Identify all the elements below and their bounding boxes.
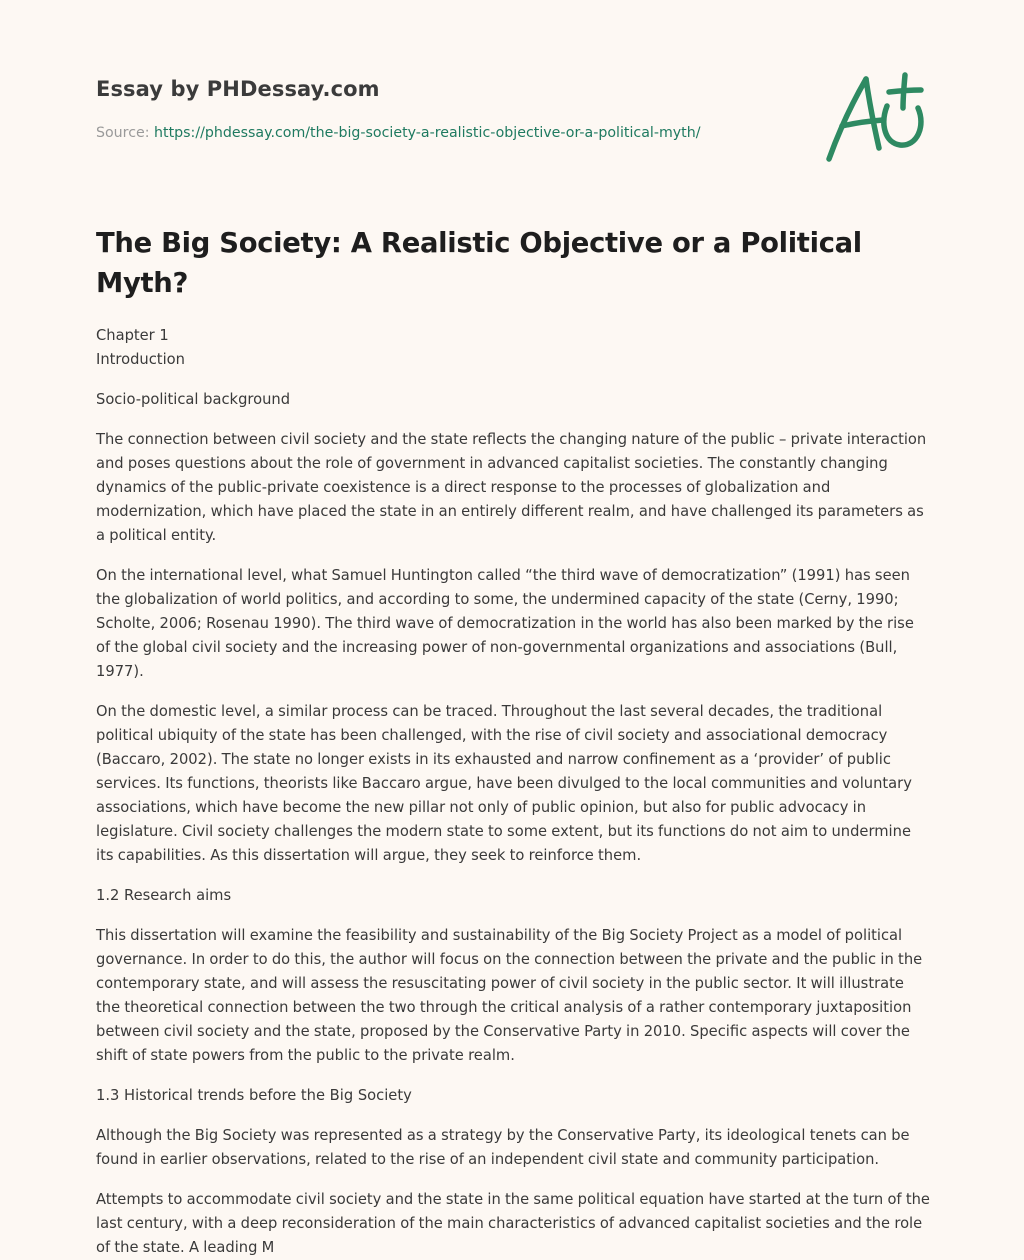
essay-body: [96, 224, 932, 1260]
source-line: [96, 123, 796, 143]
introduction-label: Introduction: [96, 351, 185, 368]
paragraph-2: On the international level, what Samuel Huntington called “the third wave of democratization” (1991) has seen the globalization of world politics, and according to some, the undermined capacity of the state (Cerny, 1990; Scholte, 2006; Rosenau 1990). The third wave of democratization in the world has also been marked by the rise of the global civil society and the increasing power of non-governmental organizations and associations (Bull, 1977).: [96, 567, 914, 680]
paragraph-1: The connection between civil society and the state reflects the changing nature of the public – private interaction and poses questions about the role of government in advanced capitalist societies. The constantly changing dynamics of the public-private coexistence is a direct response to the processes of globalization and modernization, which have placed the state in an entirely different realm, and have challenged its parameters as a political entity.: [96, 431, 927, 544]
paragraph-3: On the domestic level, a similar process can be traced. Throughout the last several decades, the traditional political ubiquity of the state has been challenged, with the rise of civil society and associational democracy (Baccaro, 2002). The state no longer exists in its exhausted and narrow confinement as a ‘provider’ of public services. Its functions, theorists like Baccaro argue, have been divulged to the local communities and voluntary associations, which have become the new pillar not only of public opinion, but also for public advocacy in legislature. Civil society challenges the modern state to some extent, but its functions do not aim to undermine its capabilities. As this dissertation will argue, they seek to reinforce them.: [96, 703, 912, 864]
paragraph-6: Attempts to accommodate civil society and the state in the same political equation have started at the turn of the last century, with a deep reconsideration of the main characteristics of advanced capitalist societies and the role of the state. A leading M: [96, 1191, 930, 1256]
section-heading-research-aims: 1.2 Research aims: [96, 887, 232, 904]
chapter-label: Chapter 1: [96, 327, 169, 344]
site-brand: Essay by PHDessay.com: [96, 77, 380, 101]
a-plus-logo-icon: [822, 68, 926, 164]
section-heading-historical-trends: 1.3 Historical trends before the Big Society: [96, 1087, 412, 1104]
paragraph-4: This dissertation will examine the feasibility and sustainability of the Big Society Project as a model of political governance. In order to do this, the author will focus on the connection between the private and the public in the contemporary state, and will assess the resuscitating power of civil society in the public sector. It will illustrate the theoretical connection between the two through the critical analysis of a rather contemporary juxtaposition between civil society and the state, proposed by the Conservative Party in 2010. Specific aspects will cover the shift of state powers from the public to the private realm.: [96, 927, 923, 1064]
essay-title: The Big Society: A Realistic Objective or a Political Myth?: [96, 228, 862, 299]
source-label: Source:: [96, 125, 155, 141]
essay-header: [96, 74, 796, 143]
paragraph-5: Although the Big Society was represented as a strategy by the Conservative Party, its ideological tenets can be found in earlier observations, related to the rise of an independent civil state and community participation.: [96, 1127, 910, 1168]
source-link[interactable]: https://phdessay.com/the-big-society-a-realistic-objective-or-a-political-myth/: [154, 125, 701, 141]
section-heading-background: Socio-political background: [96, 391, 291, 408]
